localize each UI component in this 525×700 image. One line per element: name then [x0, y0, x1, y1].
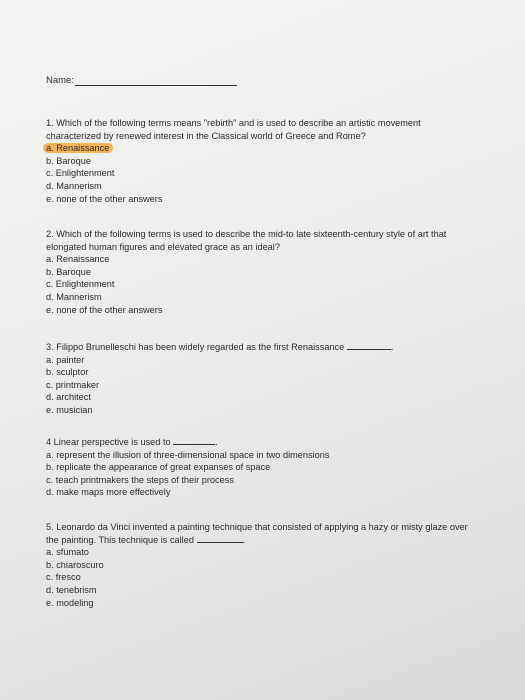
question-2-option-d: d. Mannerism — [46, 291, 102, 302]
question-5-end: . — [242, 534, 246, 545]
answer-highlight: a. Renaissance — [43, 143, 113, 153]
question-3-text — [46, 341, 476, 354]
name-label: Name: — [46, 75, 74, 86]
answer-blank — [197, 534, 243, 543]
question-2-option-b: b. Baroque — [46, 266, 91, 277]
question-4-option-b: b. replicate the appearance of great expanses of space — [46, 462, 271, 473]
question-1 — [46, 117, 476, 205]
question-2-option-a: a. Renaissance — [46, 254, 110, 265]
question-5 — [46, 521, 476, 609]
question-3 — [46, 341, 476, 417]
question-2-option-c: c. Enlightenment — [46, 279, 115, 290]
question-1-option-d: d. Mannerism — [46, 180, 102, 191]
question-2 — [46, 228, 476, 316]
question-1-option-a — [46, 142, 476, 155]
question-4-option-a: a. represent the illusion of three-dimensional space in two dimensions — [46, 449, 330, 460]
question-5-option-a: a. sfumato — [46, 547, 89, 558]
question-3-prompt: 3. Filippo Brunelleschi has been widely regarded as the first Renaissance — [46, 342, 345, 352]
question-5-text — [46, 521, 476, 546]
question-4 — [46, 436, 476, 499]
name-field — [46, 75, 237, 86]
question-5-option-b: b. chiaroscuro — [46, 559, 104, 570]
question-4-prompt: 4 Linear perspective is used to — [46, 437, 171, 447]
question-1-text: 1. Which of the following terms means "rebirth" and is used to describe an artistic movement characterized by renewed interest in the Classical world of Greece and Rome? — [46, 118, 421, 141]
question-1-option-e: e. none of the other answers — [46, 193, 163, 204]
question-4-option-c: c. teach printmakers the steps of their process — [46, 474, 234, 485]
answer-blank — [173, 436, 215, 445]
question-1-option-c: c. Enlightenment — [46, 168, 115, 179]
question-1-option-b: b. Baroque — [46, 155, 91, 166]
question-3-option-b: b. sculptor — [46, 367, 89, 378]
question-5-prompt: 5. Leonardo da Vinci invented a painting technique that consisted of applying a hazy or misty glaze over the painting. This technique is called — [46, 522, 468, 545]
question-2-option-e: e. none of the other answers — [46, 304, 163, 315]
question-4-option-d: d. make maps more effectively — [46, 487, 171, 498]
question-3-end: . — [390, 342, 394, 352]
question-3-option-e: e. musician — [46, 404, 93, 415]
question-2-text: 2. Which of the following terms is used to describe the mid-to late sixteenth-century style of art that elongated human figures and elevated grace as an ideal? — [46, 229, 447, 252]
answer-blank — [347, 341, 391, 350]
question-4-text — [46, 436, 476, 449]
question-4-end: . — [215, 437, 218, 447]
name-blank-line — [75, 76, 237, 86]
question-5-option-e: e. modeling — [46, 597, 94, 608]
question-3-option-c: c. printmaker — [46, 379, 100, 390]
question-5-option-d: d. tenebrism — [46, 584, 97, 595]
question-3-option-a: a. painter — [46, 354, 85, 365]
question-5-option-c: c. fresco — [46, 572, 81, 583]
question-3-option-d: d. architect — [46, 392, 91, 403]
